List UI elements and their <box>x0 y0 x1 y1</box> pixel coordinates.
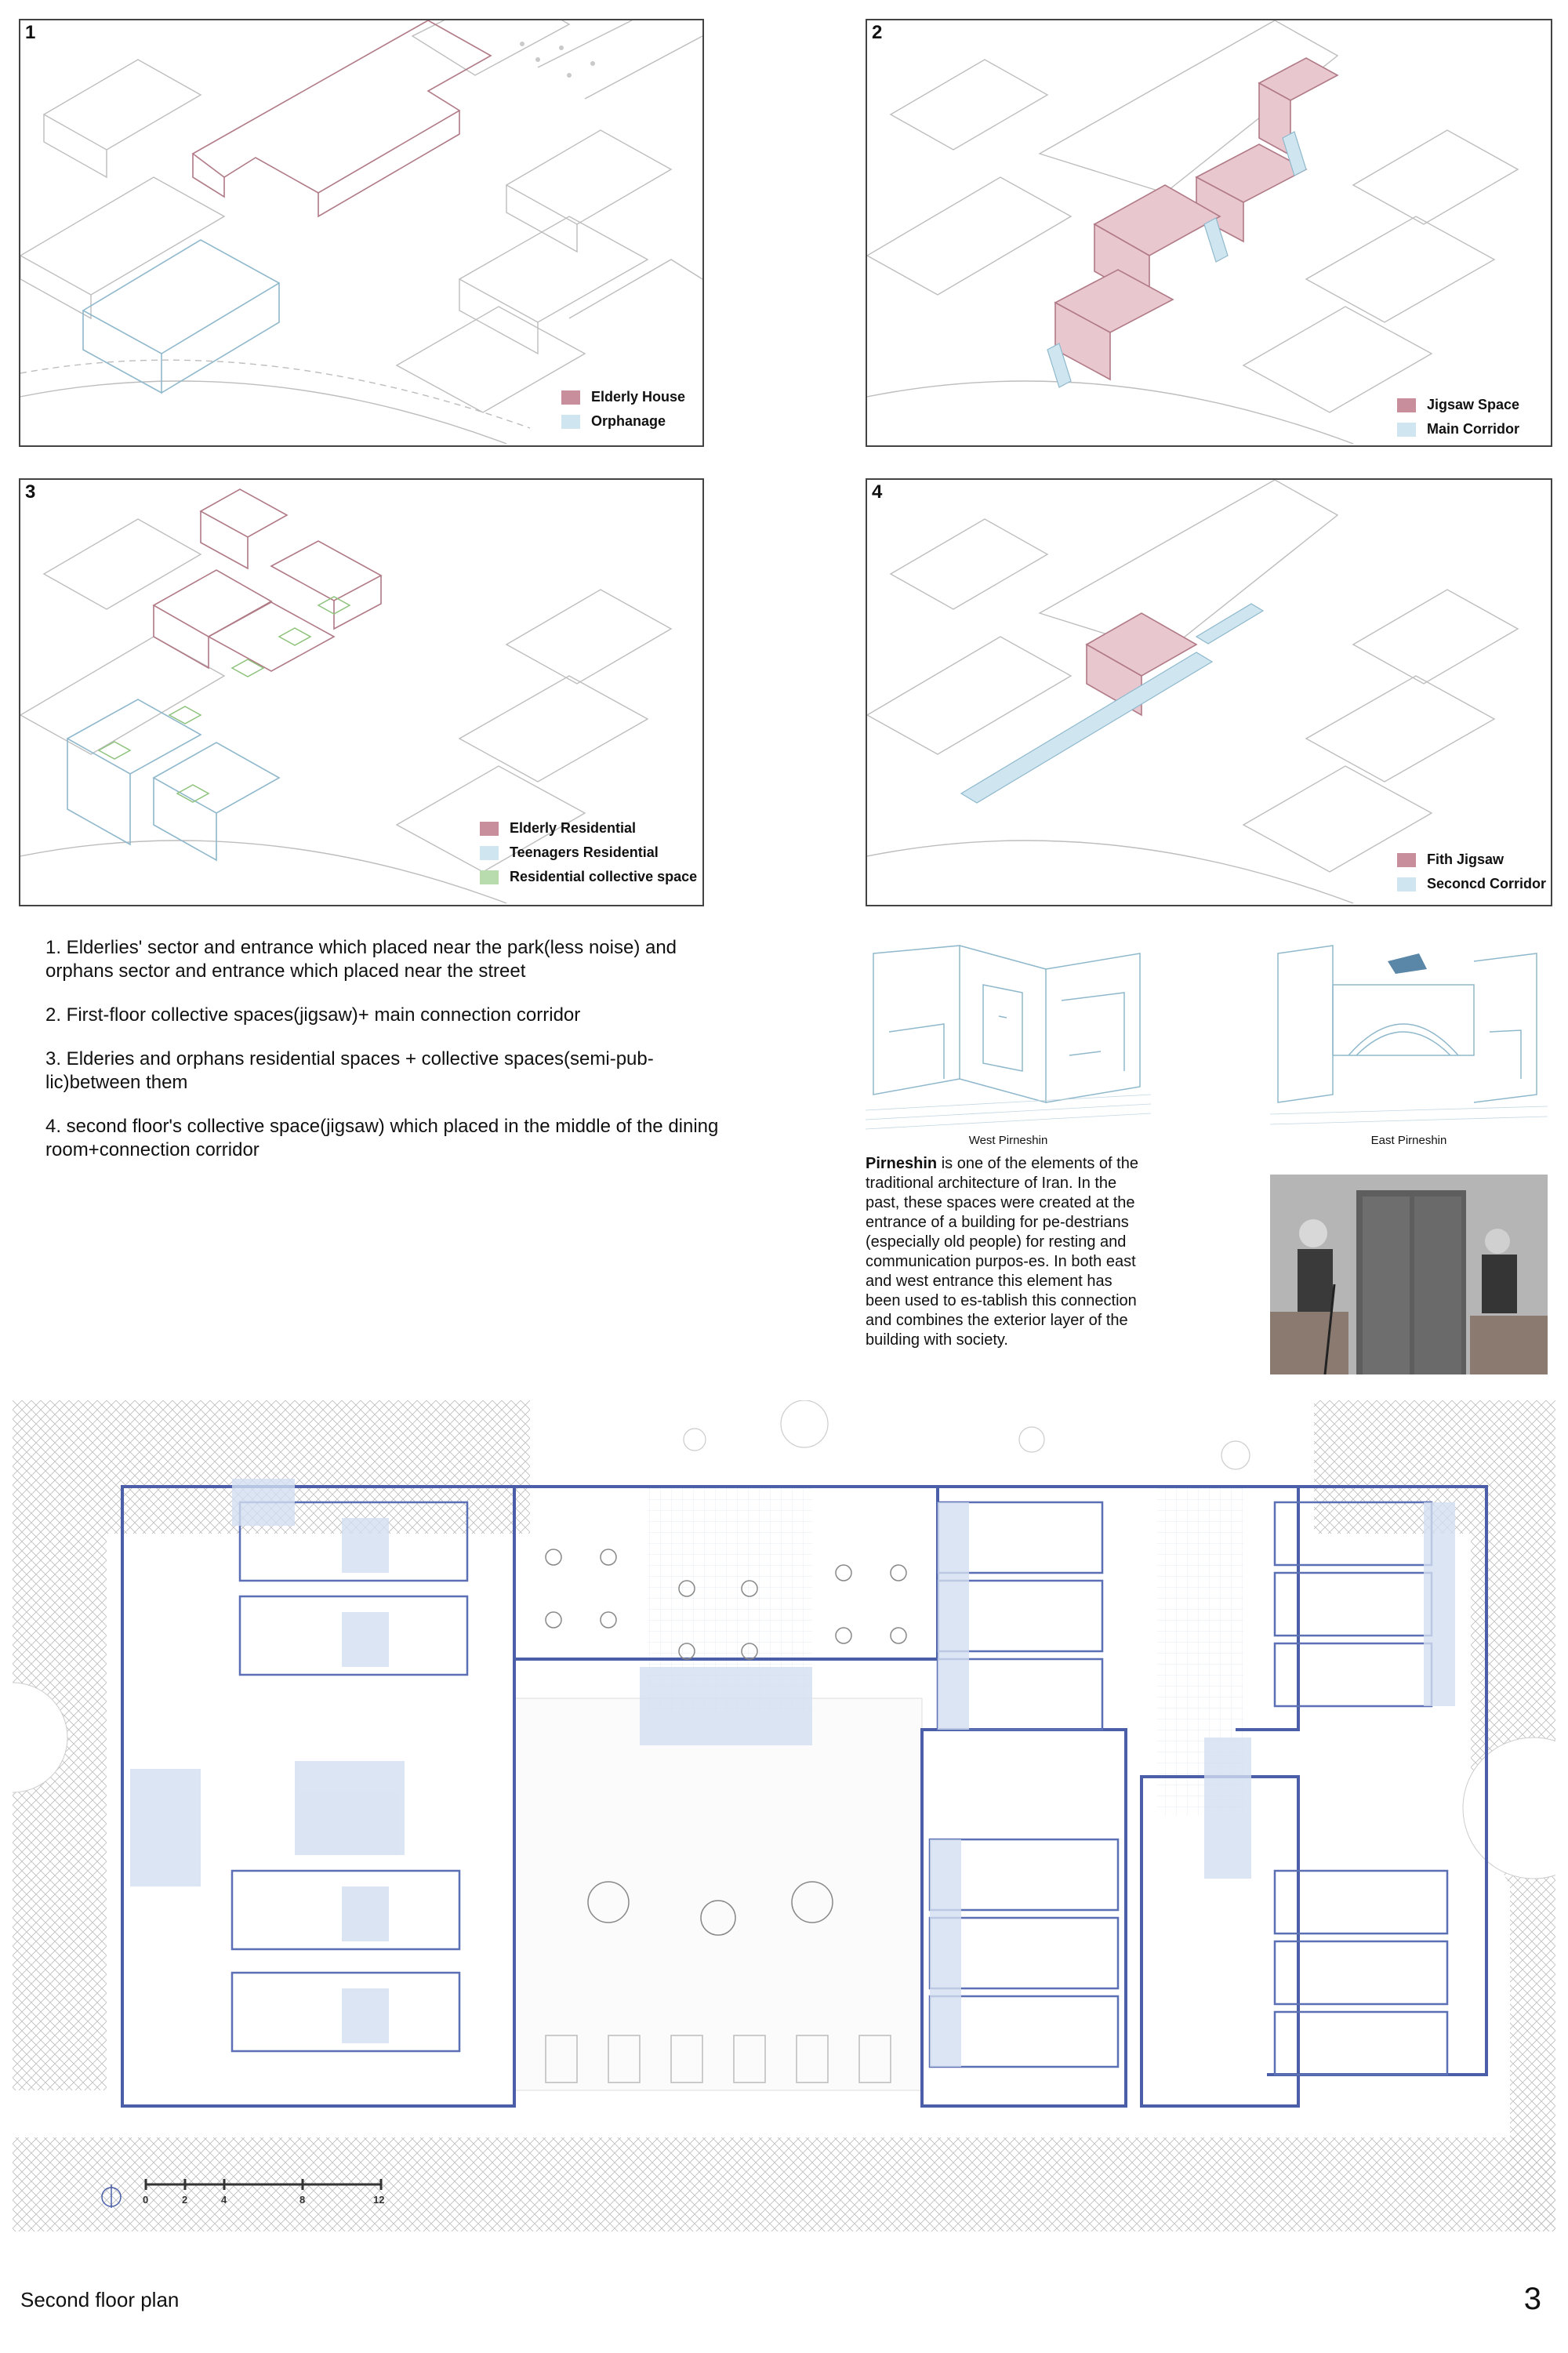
legend <box>1397 389 1519 438</box>
legend-swatch <box>561 390 580 405</box>
legend-label: Fith Jigsaw <box>1427 852 1504 867</box>
second-floor-plan <box>13 1400 1555 2231</box>
east-pirneshin-caption: East Pirneshin <box>1370 1134 1447 1147</box>
legend-item <box>480 869 697 885</box>
legend-label: Elderly House <box>591 389 686 405</box>
legend-item <box>1397 852 1546 868</box>
note-1: 1. Elderlies' sector and entrance which placed near the park(less noise) and orphans sector and entrance which placed near the street <box>45 937 677 982</box>
legend-swatch <box>1397 853 1416 867</box>
note-2: 2. First-floor collective spaces(jigsaw)+ main connection corridor <box>45 1004 581 1026</box>
scale-tick-label: 0 <box>143 2194 149 2206</box>
note-4: 4. second floor's collective space(jigsaw) which placed in the middle of the dining room+connection corridor <box>45 1116 719 1160</box>
pirneshin-term: Pirneshin <box>866 1155 938 1172</box>
scale-tick-label: 8 <box>299 2194 306 2206</box>
isometric-drawing-4 <box>867 480 1551 905</box>
legend-item <box>561 413 685 430</box>
legend <box>561 381 685 430</box>
pirneshin-text: is one of the elements of the traditional architecture of Iran. In the past, these spaces were created at the entrance of a building for pe-destrians (especially old people) for resting and communication purpos-es. In both east and west entrance this element has been used to es-tablish this connection and combines the exterior layer of the building with society. <box>866 1155 1138 1349</box>
legend-item <box>1397 876 1546 892</box>
panel-number: 3 <box>25 481 36 503</box>
legend-label: Teenagers Residential <box>510 844 659 860</box>
legend-swatch <box>480 846 499 860</box>
panel-1 <box>19 19 704 447</box>
panel-3 <box>19 478 704 906</box>
panel-number: 4 <box>872 481 883 503</box>
scale-tick-label: 2 <box>182 2194 188 2206</box>
legend-swatch <box>1397 398 1416 412</box>
panel-number: 2 <box>872 22 883 43</box>
legend-swatch <box>480 870 499 884</box>
legend-item <box>1397 421 1519 438</box>
photo-illustration <box>1270 1175 1548 1374</box>
legend-item <box>561 389 685 405</box>
west-pirneshin-caption: West Pirneshin <box>968 1134 1048 1147</box>
plan-title: Second floor plan <box>20 2288 180 2311</box>
panel-number: 1 <box>25 22 36 43</box>
panel-2 <box>866 19 1552 447</box>
legend-item <box>1397 397 1519 413</box>
legend-label: Main Corridor <box>1427 421 1520 437</box>
scale-tick-label: 12 <box>373 2194 385 2206</box>
legend-swatch <box>480 822 499 836</box>
legend <box>480 812 697 885</box>
page-number: 3 <box>1523 2282 1541 2316</box>
courtyard <box>514 1698 922 2090</box>
panel-4 <box>866 478 1552 906</box>
isometric-drawing-2 <box>867 20 1551 445</box>
legend-swatch <box>1397 423 1416 437</box>
legend-swatch <box>561 415 580 429</box>
legend-label: Seconcd Corridor <box>1427 876 1547 891</box>
pirneshin-description <box>866 1154 1149 1350</box>
note-3: 3. Elderies and orphans residential spaces + collective spaces(semi-pub-lic)between them <box>45 1048 654 1093</box>
legend-swatch <box>1397 877 1416 891</box>
pirneshin-photo <box>1270 1175 1548 1374</box>
legend-item <box>480 844 697 861</box>
scale-tick-label: 4 <box>221 2194 227 2206</box>
trees <box>684 1400 1250 1469</box>
legend-label: Orphanage <box>591 413 666 429</box>
legend-label: Elderly Residential <box>510 820 637 836</box>
west-pirneshin-drawing <box>866 938 1151 1131</box>
legend <box>1397 844 1546 892</box>
east-pirneshin-drawing <box>1270 938 1548 1131</box>
step-notes <box>45 936 720 1182</box>
legend-label: Residential collective space <box>510 869 698 884</box>
legend-label: Jigsaw Space <box>1427 397 1520 412</box>
legend-item <box>480 820 697 837</box>
